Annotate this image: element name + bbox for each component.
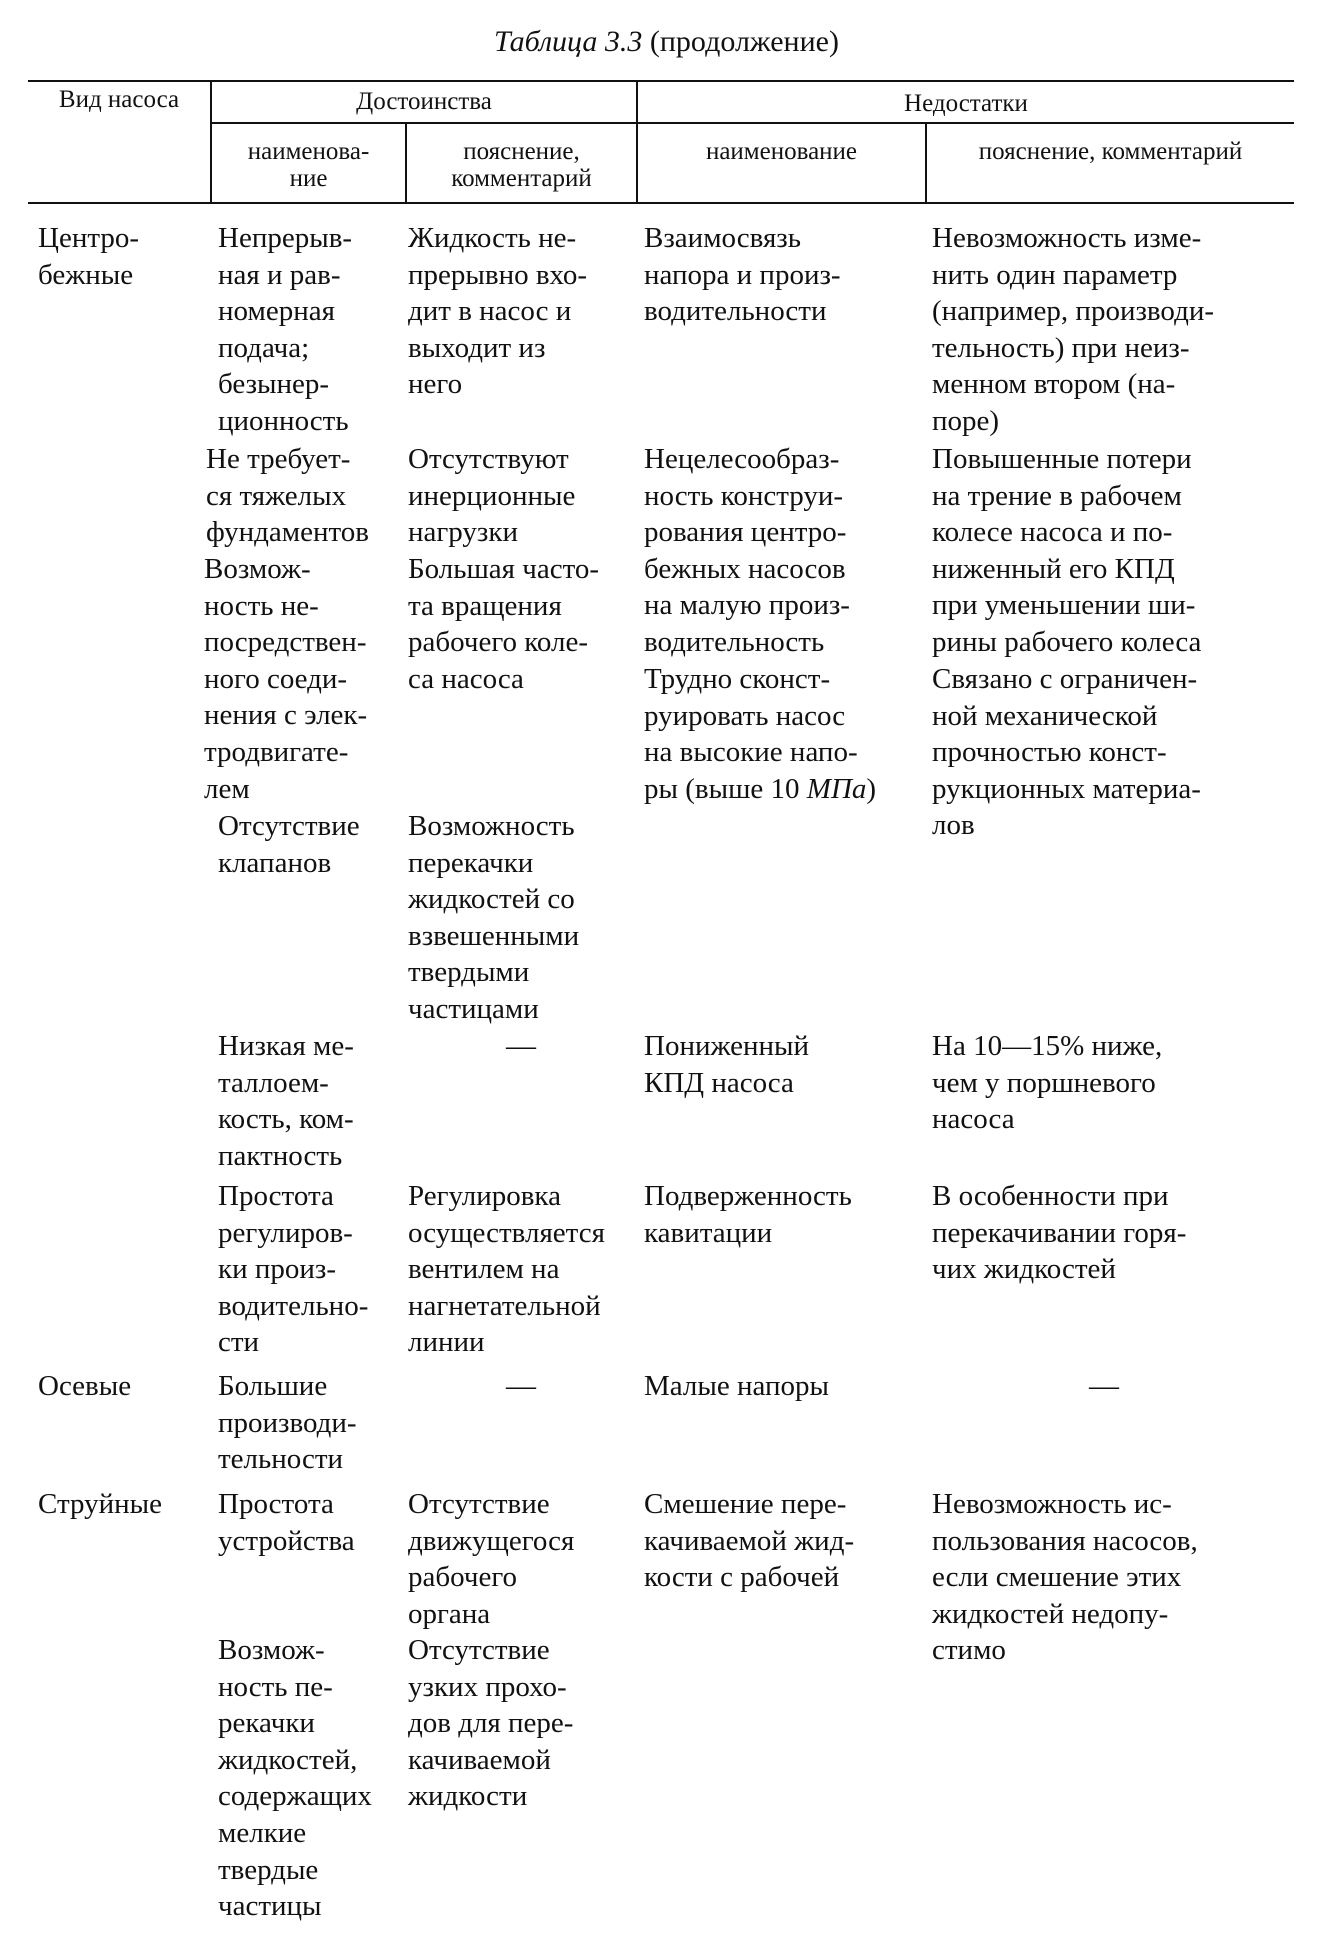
row-2-dis-name-tail: ) — [866, 772, 877, 805]
row-0-adv-name: Непрерыв- ная и рав- номерная подача; безынер- ционность — [218, 222, 353, 437]
row-0-dis-comment: Невозможность изме- нить один параметр (например, производи- тельность) при неиз- менном втором (на- поре) — [932, 222, 1215, 437]
row-6-adv-comment: — — [506, 1369, 536, 1402]
row-5-dis-comment: В особенности при перекачивании горя- чих жидкостей — [932, 1180, 1187, 1286]
row-7-dis-name: Смешение пере- качиваемой жид- кости с рабочей — [644, 1488, 855, 1594]
row-6-dis-name: Малые напоры — [644, 1370, 830, 1402]
row-1-adv-comment: Отсутствуют инерционные нагрузки — [408, 443, 576, 549]
row-6-adv-name: Большие производи- тельности — [218, 1370, 357, 1476]
row-5-adv-comment: Регулировка осуществляется вентилем на нагнетательной линии — [408, 1180, 605, 1359]
row-0-dis-name: Взаимосвязь напора и произ- водительности — [644, 222, 841, 328]
header-advantages: Достоинства — [356, 88, 492, 115]
caption-note: (продолжение) — [649, 25, 839, 58]
header-adv-name: наименова- ние — [247, 138, 370, 192]
row-1-dis-comment: Повышенные потери на трение в рабочем колесе насоса и по- ниженный его КПД при уменьшении ши- рины рабочего колеса — [932, 443, 1202, 658]
row-1-adv-name: Не требует- ся тяжелых фундаментов — [206, 443, 369, 549]
header-dis-comment: пояснение, комментарий — [978, 138, 1243, 165]
row-4-adv-name: Низкая ме- таллоем- кость, ком- пактность — [218, 1030, 354, 1172]
row-8-adv-comment: Отсутствие узких прохо- дов для пере- качиваемой жидкости — [408, 1634, 574, 1813]
row-6-dis-comment: — — [1089, 1369, 1119, 1402]
row-1-dis-name: Нецелесообраз- ность конструи- рования центро- бежных насосов на малую произ- водительность — [644, 443, 850, 658]
row-4-dis-name: Пониженный КПД насоса — [644, 1030, 810, 1099]
header-group-rule — [210, 122, 1294, 124]
row-7-adv-comment: Отсутствие движущегося рабочего органа — [408, 1488, 575, 1630]
row-4-adv-comment: — — [506, 1029, 536, 1062]
row-4-dis-comment: На 10—15% ниже, чем у поршневого насоса — [932, 1030, 1163, 1136]
row-5-dis-name: Подверженность кавитации — [644, 1180, 852, 1249]
header-disadvantages: Недостатки — [904, 90, 1028, 117]
row-5-adv-name: Простота регулиров- ки произ- водительно- сти — [218, 1180, 369, 1359]
row-3-adv-comment: Возможность перекачки жидкостей со взвешенными твердыми частицами — [408, 810, 580, 1025]
group-type-centrifugal: Центро- бежные — [38, 222, 140, 291]
table-caption — [0, 22, 1333, 62]
header-bottom-rule — [28, 202, 1294, 204]
row-0-adv-comment: Жидкость не- прерывно вхо- дит в насос и выходит из него — [408, 222, 588, 401]
table-top-rule — [28, 80, 1294, 82]
row-2-dis-name — [644, 661, 922, 807]
row-2-adv-name: Возмож- ность не- посредствен- ного соеди- нения с элек- тродвигате- лем — [204, 553, 368, 805]
row-8-adv-name: Возмож- ность пе- рекачки жидкостей, содержащих мелкие твердые частицы — [218, 1634, 372, 1923]
row-3-adv-name: Отсутствие клапанов — [218, 810, 360, 879]
row-2-dis-name-text: Трудно сконст- руировать насос на высокие напо- ры (выше 10 — [644, 663, 858, 805]
row-7-dis-comment: Невозможность ис- пользования насосов, если смешение этих жидкостей недопу- стимо — [932, 1488, 1198, 1667]
header-adv-comment: пояснение, комментарий — [451, 138, 592, 192]
group-type-jet: Струйные — [38, 1488, 163, 1520]
header-dis-name: наименование — [705, 138, 858, 165]
header-pump-type: Вид насоса — [58, 86, 180, 113]
row-2-adv-comment: Большая часто- та вращения рабочего коле- са насоса — [408, 553, 600, 695]
row-7-adv-name: Простота устройства — [218, 1488, 355, 1557]
row-2-dis-comment: Связано с ограничен- ной механической прочностью конст- рукционных материа- лов — [932, 663, 1201, 842]
caption-label: Таблица 3.3 — [494, 25, 643, 58]
group-type-axial: Осевые — [38, 1370, 132, 1402]
row-2-dis-name-unit: МПа — [806, 772, 867, 805]
